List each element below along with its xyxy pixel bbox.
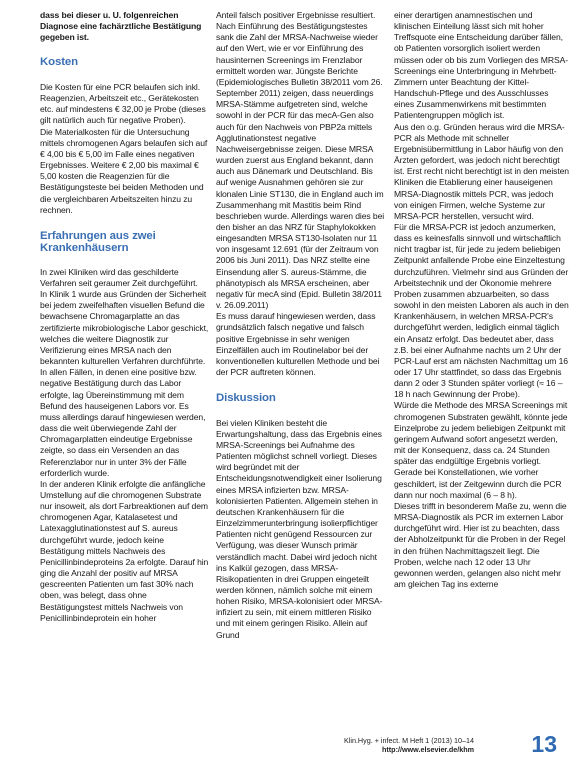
col3-paragraph-5: Dieses trifft in besonderem Maße zu, wenn die MRSA-Diagnostik als PCR im externen Labor durchgeführt wird. Hier ist zu beachten, dass der Abholzeitpunkt für die Proben in der Regel in den frühen Nachmittagszeit liegt. Die Proben, welche nach 12 oder 13 Uhr gewonnen werden, gelangen also nicht mehr am gleichen Tag ins externe bbox=[394, 500, 567, 589]
col2-paragraph-3: Es muss darauf hingewiesen werden, dass grundsätzlich falsch negative und falsch positive Ergebnisse in sehr wenigen Einzelfällen auch im Routinelabor bei der konventionellen kulturellen Methode und bei der PCR auftreten können. bbox=[216, 311, 380, 377]
diskussion-paragraph-1: Bei vielen Kliniken besteht die Erwartungshaltung, dass das Ergebnis eines MRSA-Screenings bei Aufnahme des Patienten möglichst schnell vorliegt. Dieses wird begründet mit der Entscheidungsnotwendigkeit einer Isolierung eines MRSA infizierten bzw. MRSA-kolonisierten Patienten. Allgemein stehen in deutschen Krankenhäusern für die Einzelzimmerunterbringung isolierpflichtiger Patienten nicht genügend Ressourcen zur Verfügung, was dieser Wunsch primär verständlich macht. Dabei wird jedoch nicht ins Kalkül gezogen, dass MRSA-Risikopatienten in drei Gruppen eingeteilt werden können, nämlich solche mit einem hohen Risiko, MRSA-kolonisiert oder MRSA-infiziert zu sein, mit einem mittleren Risiko und mit einem geringen Risiko. Allein auf Grund bbox=[216, 417, 383, 640]
erfahrungen-paragraph-1: In zwei Kliniken wird das geschilderte Verfahren seit geraumer Zeit durchgeführt. bbox=[40, 266, 198, 288]
journal-citation: Klin.Hyg. + infect. M Heft 1 (2013) 10–14 bbox=[343, 736, 474, 745]
journal-url: http://www.elsevier.de/khm bbox=[382, 745, 474, 754]
col3-paragraph-3: Für die MRSA-PCR ist jedoch anzumerken, dass es keinesfalls sinnvoll und wirtschaftlich nicht tragbar ist, für jede zu jedem beliebigen Zeitpunkt anfallende Probe eine Einzeltestung durchzuführen. Vielmehr sind aus Gründen der Arbeitstechnik und der Ökonomie mehrere Proben zusammen abzuarbeiten, so dass sowohl in den meisten Laboren als auch in den Krankenhäusern, in welchen MRSA-PCR's durchgeführt werden, lediglich einmal täglich ein Ansatz erfolgt. Das bedeutet aber, dass z.B. bei einer Aufnahme nachts um 2 Uhr der PCR-Lauf erst am nächsten Nachmittag um 16 oder 17 Uhr stattfindet, so dass das Ergebnis dann 2 oder 3 Stunden später vorliegt (≈ 16 – 18 h nach Gewinnung der Probe). bbox=[394, 221, 569, 400]
erfahrungen-paragraph-2: In Klinik 1 wurde aus Gründen der Sicherheit bei jedem zweifelhaften visuellen Befund die bewachsene Chromagarplatte an das zertifizierte mikrobiologische Labor geschickt, welches die weitere Diagnostik zur Verifizierung eines MRSA nach den bekannten kulturellen Verfahren durchführte. In allen Fällen, in denen eine positive bzw. negative Bestätigung durch das Labor erfolgte, lag Übereinstimmung mit dem Befund des hauseigenen Labors vor. Es muss allerdings darauf hingewiesen werden, dass die weit überwiegende Zahl der Chromagarplatten eindeutige Ergebnisse zeigte, so dass ein Versenden an das Referenzlabor nur in unter 3% der Fälle erforderlich wurde. bbox=[40, 289, 209, 478]
heading-erfahrungen: Erfahrungen aus zwei Krankenhäusern bbox=[40, 229, 156, 255]
heading-diskussion: Diskussion bbox=[216, 392, 276, 405]
col3-paragraph-2: Aus den o.g. Gründen heraus wird die MRSA-PCR als Methode mit schneller Ergebnisübermittlung in Labor häufig von den Ärzten gefordert, was jedoch nicht berechtigt ist. Erst recht nicht berechtigt ist in den meisten Kliniken die Etablierung einer hauseigenen MRSA-Diagnostik mittels PCR, was jedoch von einigen Firmen, welche Systeme zur MRSA-PCR herstellen, versucht wird. bbox=[394, 121, 569, 221]
col2-paragraph-2: Nach Einführung des Bestätigungstestes sank die Zahl der MRSA-Nachweise wieder auf den Wert, wie er vor Einführung des hausinternen Screenings im Frenzlabor ermittelt worden war. Jüngste Berichte (Epidemiologisches Bulletin 38/2011 vom 26. September 2011) zeigen, dass neuerdings MRSA-Stämme aufgetreten sind, welche sowohl in der PCR für das mecA-Gen also auch für den Nachweis von PBP2a mittels Agglutinationstest negative Nachweisergebnisse zeigen. Diese MRSA wurden zuerst aus England bekannt, dann auch aus Dänemark und Deutschland. Bis auf wenige Ausnahmen gehören sie zur klonalen Linie ST130, die in England auch im Zusammenhang mit Mastitis beim Rind beschrieben wurde. Allerdings waren dies bei den bisher an das NRZ für Staphylokokken eingesandten MRSA ST130-Isolaten nur 11 von insgesamt 12.691 (für der Zeitraum von 2006 bis Juni 2011). Das NRZ stellte eine Einsendung aller S. aureus-Stämme, die phänotypisch als MRSA erscheinen, aber negativ für mecA sind (Epid. Bulletin 38/2011 v. 26.09.2011) bbox=[216, 21, 385, 311]
kosten-paragraph-1: Die Kosten für eine PCR belaufen sich inkl. Reagenzien, Arbeitszeit etc., Gerätekosten etc. auf mindestens € 32,00 je Probe (dieses gilt natürlich auch für negative Proben). bbox=[40, 81, 206, 126]
page-number: 13 bbox=[531, 731, 557, 757]
page-footer bbox=[0, 728, 587, 758]
text-column-3 bbox=[394, 10, 569, 590]
heading-kosten: Kosten bbox=[40, 56, 79, 69]
kosten-paragraph-2: Die Materialkosten für die Untersuchung mittels chromogenen Agars belaufen sich auf € 4,00 bis € 5,00 im Falle eines negativen Ergebnisses. Weitere € 2,00 bis maximal € 5,00 kosten die Reagenzien für die Bestätigungsteste bei beiden Methoden und die vergleichbaren Arbeitszeiten hinzu zu rechnen. bbox=[40, 126, 208, 215]
text-column-2 bbox=[216, 10, 386, 641]
col3-paragraph-4: Würde die Methode des MRSA Screenings mit chromogenen Substraten gewählt, könnte jede Einzelprobe zu jedem beliebigen Zeitpunkt mit geringem Aufwand sofort angesetzt werden, mit der Konsequenz, dass ca. 24 Stunden später das endgültige Ergebnis vorliegt. Gerade bei Konstellationen, wie vorher geschildert, ist der Zeitgewinn durch die PCR dann nur noch maximal (6 – 8 h). bbox=[394, 400, 568, 500]
intro-text: dass bei dieser u. U. folgenreichen Diagnose eine fachärztliche Bestätigung gegeben ist. bbox=[40, 10, 202, 43]
text-column-1 bbox=[40, 10, 210, 624]
erfahrungen-paragraph-3: In der anderen Klinik erfolgte die anfängliche Umstellung auf die chromogenen Substrate nur insoweit, als dort Farbreaktionen auf dem chromogenen Agar, Katalasetest und Latexagglutinationstest auf S. aureus durchgeführt wurde, jedoch keine Bestätigung mittels Nachweis des Penicillinbindeproteins 2a erfolgte. Darauf hin ging die Anzahl der positiv auf MRSA gescreenten Patienten um fast 30% nach oben, was belegt, dass ohne Bestätigungstest mittels Nachweis von Penicillinbindeprotein ein hoher bbox=[40, 478, 209, 623]
col2-paragraph-1: Anteil falsch positiver Ergebnisse resultiert. bbox=[216, 10, 376, 20]
col3-paragraph-1: einer derartigen anamnestischen und klinischen Einteilung lässt sich mit hoher Treffsquote eine Entscheidung darüber fällen, ob Patienten vorsorglich isoliert werden müssen oder ob bis zum Vorliegen des MRSA-Screenings eine Unterbringung in Mehrbett-Zimmern unter Beachtung der Kittel-Handschuh-Pflege und des Ausschlusses eines Zusammenwirkens mit bestimmten Patientengruppen möglich ist. bbox=[394, 10, 568, 121]
